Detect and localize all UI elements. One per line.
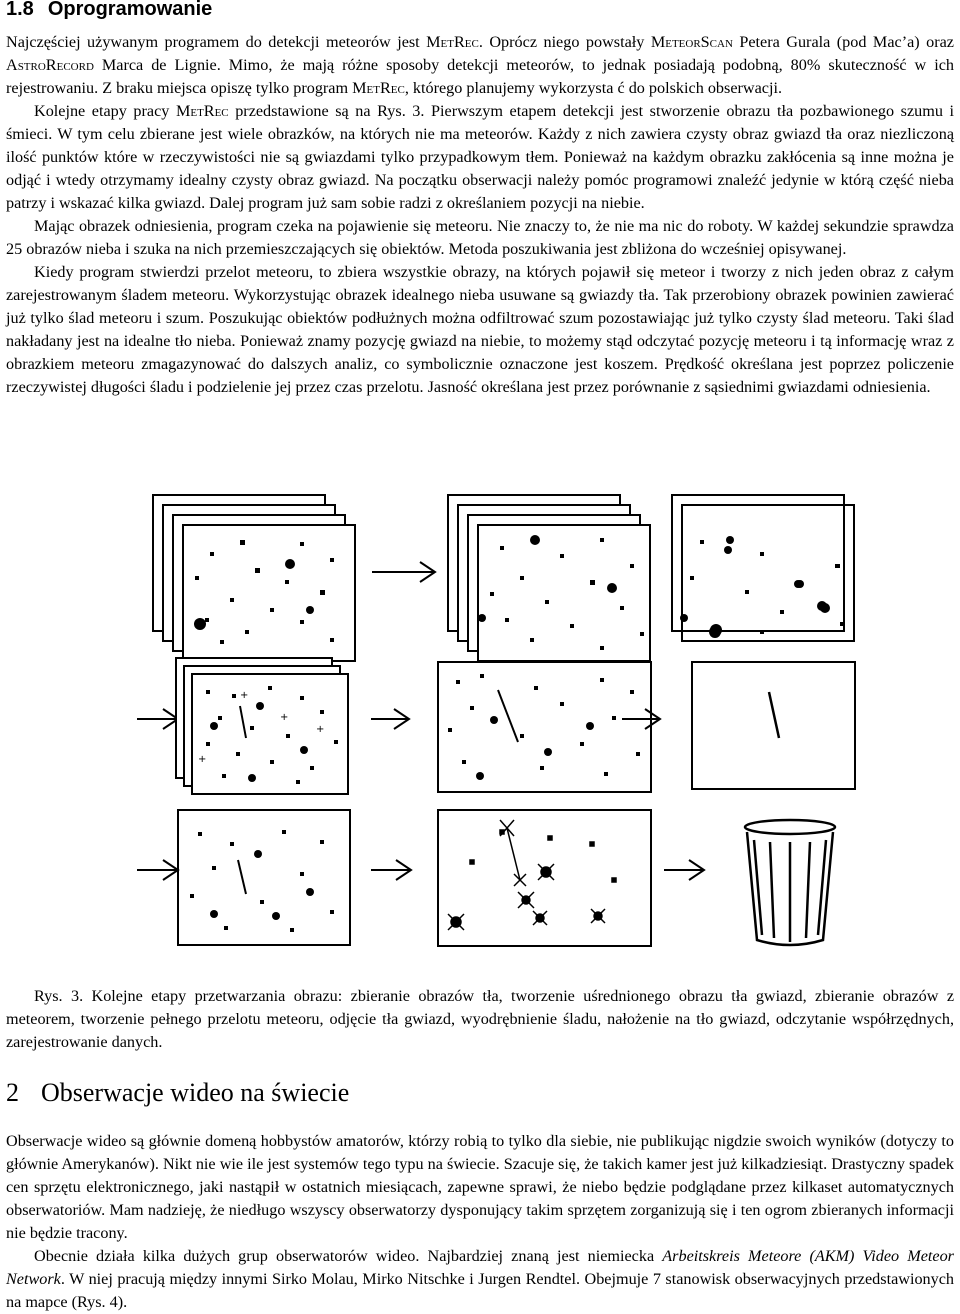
extracted-meteor-trail: [769, 692, 779, 738]
meteor-trail-full: [498, 690, 518, 742]
arrow-3: [371, 709, 409, 729]
svg-text:+: +: [240, 690, 249, 701]
text-run: AstroRecord: [6, 56, 94, 74]
figure-caption: [6, 985, 954, 1054]
background-frames-stack: [153, 495, 355, 661]
text-run: . W niej pracują między innymi Sirko Molau, Mirko Nitschke i Jurgen Rendtel. Obejmuje 7 stanowisk obserwacyjnych przedstawionych na mapce (Rys. 4).: [6, 1270, 954, 1311]
section2-number: 2: [6, 1078, 19, 1107]
trail-on-background-stars: [190, 830, 334, 932]
section-heading: [6, 0, 212, 21]
section2-title: Obserwacje wideo na świecie: [41, 1078, 350, 1107]
text-run: . Oprócz niego powstały: [478, 33, 651, 51]
arrow-4: [622, 709, 660, 729]
text-run: Marca de Lignie. Mimo, że mają różne sposoby detekcji meteorów, to jednak posiadają podobną, 80% skuteczność w ich rejestrowaniu. Z braku miejsca opiszę tylko program: [6, 56, 954, 97]
text-run: Arbeitskreis Meteore (AKM) Video Meteor Network: [6, 1247, 954, 1288]
arrow-5: [137, 860, 178, 880]
text-run: Obecnie działa kilka dużych grup obserwatorów wideo. Najbardziej znaną jest niemiecka: [34, 1247, 663, 1265]
figure-caption-label: Rys. 3.: [34, 987, 84, 1005]
processing-stages-figure: [0, 480, 960, 980]
paragraph: [6, 100, 954, 215]
svg-text:+: +: [316, 724, 325, 735]
reference-stars-marked: [448, 830, 616, 930]
averaged-sky-stars: [700, 536, 840, 636]
paragraph: [6, 1130, 954, 1245]
arrow-7: [664, 860, 704, 880]
full-meteor-stars: [448, 674, 640, 780]
trail-on-background-frame: [178, 810, 350, 945]
arrow-2: [137, 709, 178, 729]
text-run: MetRec: [352, 79, 405, 97]
meteor-trail-on-sky: [238, 860, 246, 894]
text-run: MetRec: [426, 33, 479, 51]
paragraph: [6, 215, 954, 261]
averaged-sky-stack: [672, 495, 854, 641]
text-run: MetRec: [175, 102, 229, 120]
text-run: Mając obrazek odniesienia, program czeka na pojawienie się meteoru. Nie znaczy to, że nie ma nic do roboty. W każdej sekundzie sprawdza 25 obrazów nieba i szuka na nich przemieszczających się obiektów. Metoda poszukiwania jest zbliżona do wcześniej opisywanej.: [6, 217, 954, 258]
full-meteor-frame: [438, 662, 651, 792]
paragraph: [6, 31, 954, 100]
svg-text:+: +: [280, 712, 289, 723]
arrow-1: [372, 562, 435, 582]
text-run: Petera Gurala (pod Mac’a) oraz: [732, 33, 954, 51]
text-run: przedstawione są na Rys. 3. Pierwszym etapem detekcji jest stworzenie obrazu tła pozbawionego szumu i śmieci. W tym celu zbierane jest wiele obrazków, na których nie ma meteorów. Każdy z nich zawiera czysty obraz gwiazd tła oraz niezliczoną ilość punktów które w rzeczywistości nie są gwiazdami tylko przypadkowym tłem. Ponieważ na każdym obrazku zakłócenia są inne można je odjąć i wtedy otrzymamy idealny czysty obraz gwiazd. Na początku obserwacji należy pomóc programowi znaleźć jedynie w którą część nieba patrzy i wskazać kilka gwiazd. Dalej program już sam sobie radzi z określaniem pozycji na niebie.: [6, 102, 954, 212]
paragraph: [6, 261, 954, 399]
text-run: Najczęściej używanym programem do detekcji meteorów jest: [6, 33, 427, 51]
extracted-trail-frame: [692, 662, 855, 789]
section-number: 1.8: [6, 0, 34, 20]
text-run: Kiedy program stwierdzi przelot meteoru, to zbiera wszystkie obrazy, na których pojawił się meteor i tworzy z nich jeden obraz z całym zarejestrowanym śladem meteoru. Wykorzystując obrazek idealnego nieba usuwane są gwiazdy tła. Tak przerobiony obrazek powinien zawierać już tylko ślad meteoru i szum. Poszukując obiektów podłużnych można odfiltrować szum pozostawiając już tylko czysty ślad meteoru. Taki ślad nakładany jest na idealne tło nieba. Ponieważ znamy pozycję gwiazd na niebie, to możemy stąd odczytać pozycję meteoru i tą informację wraz z obrazkiem meteoru zmagazynować do dalszych analiz, co symbolicznie oznaczone jest koszem. Prędkość określana jest poprzez policzenie rzeczywistej długości śladu i podzielenie jej przez czas przelotu. Jasność określana jest przez porównanie z sąsiednimi gwiazdami odniesienia.: [6, 263, 954, 396]
section2-body: [6, 1130, 954, 1314]
averaged-background-stack: [448, 495, 650, 661]
text-run: MeteorScan: [650, 33, 733, 51]
figure-caption-text: Kolejne etapy przetwarzania obrazu: zbieranie obrazów tła, tworzenie uśrednionego obrazu tła gwiazd, zbieranie obrazów z meteorem, tworzenie pełnego przelotu meteoru, odjęcie tła gwiazd, wyodrębnienie śladu, nałożenie na tło gwiazd, odczytanie współrzędnych, zarejestrowanie danych.: [6, 987, 955, 1051]
paragraph: [6, 1245, 954, 1314]
trash-can-icon: [745, 820, 835, 945]
section2-heading: [6, 1078, 349, 1108]
text-run: Kolejne etapy pracy: [34, 102, 176, 120]
arrow-6: [371, 860, 411, 880]
section-body: [6, 31, 954, 399]
text-run: Obserwacje wideo są głównie domeną hobbystów amatorów, którzy robią to tylko dla siebie, nie publikując nigdzie swoich wyników (dotyczy to głównie Amerykanów). Nikt nie wie ile jest systemów tego typu na świecie. Szacuje się, że takich kamer jest już kilkadziesiąt. Drastyczny spadek cen sprzętu elektronicznego, jaki nastąpił w ostatnich miesiącach, zapewne sprawi, że niebo będzie podglądane przez kilkaset automatycznych obserwatoriów. Mam nadzieję, że niedługo wszyscy obserwatorzy dysponujący takim sprzętem zorganizują się i ten ogrom zbieranych informacji nie będzie tracony.: [6, 1132, 954, 1242]
svg-text:+: +: [198, 754, 207, 765]
section-title: Oprogramowanie: [47, 0, 213, 20]
text-run: , którego planujemy wykorzysta ć do polskich obserwacji.: [404, 79, 782, 97]
coordinates-frame: [438, 810, 651, 946]
